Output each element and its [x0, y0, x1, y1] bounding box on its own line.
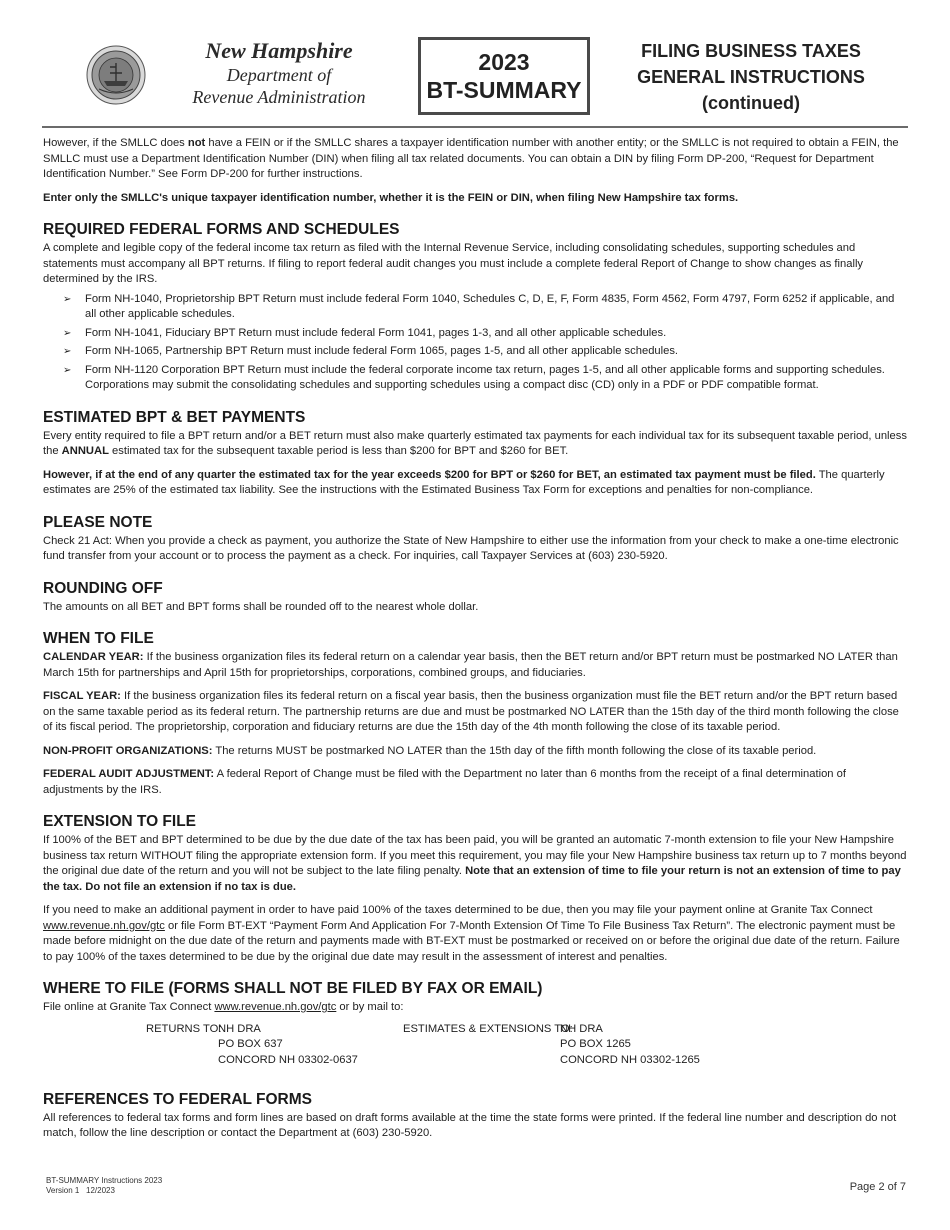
required-forms-body: A complete and legible copy of the federal income tax return as filed with the Internal Revenue Service, including consolidating schedules, supporting schedules and statements must accompany all BPT returns. If filing to report federal audit changes you must include a complete federal Report of Change to show changes as finally determined by the IRS.	[43, 242, 864, 285]
when-non-profit: NON-PROFIT ORGANIZATIONS: The returns MUST be postmarked NO LATER than the 15th day of the fifth month following the close of its taxable period.	[43, 744, 817, 757]
footer-document-info	[46, 1176, 162, 1196]
extension-paragraph-1: If 100% of the BET and BPT determined to be due by the due date of the tax has been paid, you will be granted an automatic 7-month extension to file your New Hampshire business tax return WITHOUT filing the appropriate extension form. If you meet this requirement, you may file your New Hampshire business tax return up to 7 months beyond the original due date of the return and you will not be subject to the late filing penalty. Note that an extension of time to file your return is not an extension of time to pay the tax. Do not file an extension if no tax is due.	[43, 834, 907, 893]
rounding-body: The amounts on all BET and BPT forms shall be rounded off to the nearest whole dollar.	[43, 600, 479, 613]
section-heading-where: WHERE TO FILE (FORMS SHALL NOT BE FILED BY FAX OR EMAIL)	[43, 980, 543, 997]
when-federal-audit: FEDERAL AUDIT ADJUSTMENT: A federal Report of Change must be filed with the Department no later than 6 months from the receipt of a final determination of adjustments by the IRS.	[43, 768, 846, 796]
form-year: 2023	[478, 49, 530, 75]
department-line-2: Revenue Administration	[192, 87, 366, 107]
form-code: BT-SUMMARY	[426, 77, 582, 103]
page-header	[0, 0, 950, 130]
arrow-bullet-icon: ➢	[63, 364, 72, 376]
page-content	[43, 136, 907, 1150]
title-line-2: GENERAL INSTRUCTIONS	[637, 67, 865, 87]
arrow-bullet-icon: ➢	[63, 346, 72, 357]
address-line: PO BOX 1265	[560, 1038, 631, 1050]
address-line: NH DRA	[560, 1022, 603, 1035]
section-heading-note: PLEASE NOTE	[43, 513, 153, 531]
section-heading-when: WHEN TO FILE	[43, 630, 154, 647]
list-item: ➢ Form NH-1065, Partnership BPT Return must include federal Form 1065, pages 1-5, and all other applicable schedules.	[63, 344, 907, 360]
list-item: ➢ Form NH-1120 Corporation BPT Return must include the federal corporate income tax return, pages 1-5, and all other applicable forms and supporting schedules. Corporations may submit the consolidating schedules and supporting schedules using a compact disc (CD) only in a PDF or PDF compatible format.	[63, 363, 885, 391]
intro-paragraph: However, if the SMLLC does not have a FEIN or if the SMLLC shares a taxpayer identification number with another entity; or the SMLLC is not required to obtain a FEIN, the SMLLC must use a Department Identification Number (DIN) when filing all tax related documents. You can obtain a DIN by filing Form DP-200, “Request for Department Identification Number.” See Form DP-200 for further instructions.	[43, 137, 899, 180]
page-number: Page 2 of 7	[849, 1181, 906, 1193]
section-heading-rounding: ROUNDING OFF	[43, 579, 163, 597]
address-line: CONCORD NH 03302-0637	[218, 1053, 358, 1066]
address-line: PO BOX 637	[218, 1038, 283, 1050]
required-forms-list	[63, 292, 907, 394]
list-item: ➢ Form NH-1040, Proprietorship BPT Return must include federal Form 1040, Schedules C, D, E, F, Form 4835, Form 4562, Form 4797, Form 6252 if applicable, and all other applicable schedules.	[63, 292, 895, 320]
address-line: CONCORD NH 03302-1265	[560, 1053, 700, 1066]
estimated-paragraph-1: Every entity required to file a BPT return and/or a BET return must also make quarterly estimated tax payments for each individual tax for its subsequent taxable period, unless the ANNUAL estimated tax for the subsequent taxable period is less than $200 for BPT and $260 for BET.	[43, 429, 907, 457]
title-line-1: FILING BUSINESS TAXES	[641, 41, 861, 61]
header-divider	[42, 126, 908, 128]
arrow-bullet-icon: ➢	[63, 327, 72, 339]
section-heading-references: REFERENCES TO FEDERAL FORMS	[43, 1090, 312, 1108]
footer-doc-name: BT-SUMMARY Instructions 2023	[46, 1176, 163, 1185]
returns-label: RETURNS TO:	[146, 1022, 222, 1035]
footer-version: Version 1 12/2023	[46, 1186, 115, 1195]
section-heading-estimated: ESTIMATED BPT & BET PAYMENTS	[43, 408, 306, 426]
estimates-label: ESTIMATES & EXTENSIONS TO:	[403, 1022, 573, 1035]
estimated-paragraph-2: However, if at the end of any quarter the estimated tax for the year exceeds $200 for BPT or $260 for BET, an estimated tax payment must be filed. The quarterly estimates are 25% of the estimated tax liability. See the instructions with the Estimated Business Tax Form for exceptions and penalties for non-compliance.	[43, 468, 885, 496]
note-body: Check 21 Act: When you provide a check as payment, you authorize the State of New Hampshire to either use the information from your check to make a one-time electronic fund transfer from your account or to process the payment as a check. For inquiries, call Taxpayer Services at (603) 230-5920.	[43, 534, 899, 562]
gtc-link[interactable]: www.revenue.nh.gov/gtc	[43, 919, 165, 932]
state-seal-icon	[86, 45, 146, 105]
agency-name	[168, 38, 390, 108]
references-body: All references to federal tax forms and form lines are based on draft forms available at the time the state forms were printed. If the federal line number and description do not match, follow the line description or contact the Department at (603) 230-5920.	[43, 1111, 897, 1139]
address-line: NH DRA	[218, 1022, 261, 1035]
form-id-box	[418, 37, 590, 115]
section-heading-extension: EXTENSION TO FILE	[43, 813, 197, 830]
mailing-addresses	[43, 1022, 907, 1076]
intro-note: Enter only the SMLLC's unique taxpayer identification number, whether it is the FEIN or DIN, when filing New Hampshire tax forms.	[43, 191, 739, 204]
title-line-3: (continued)	[702, 93, 800, 113]
gtc-link[interactable]: www.revenue.nh.gov/gtc	[214, 1001, 337, 1013]
when-calendar-year: CALENDAR YEAR: If the business organization files its federal return on a calendar year basis, then the BET return and/or BPT return must be postmarked NO LATER than March 15th for partnerships and April 15th for proprietorships, corporations, combined groups, and fiduciaries.	[43, 651, 898, 679]
arrow-bullet-icon: ➢	[63, 293, 72, 305]
list-item: ➢ Form NH-1041, Fiduciary BPT Return must include federal Form 1041, pages 1-3, and all other applicable schedules.	[63, 326, 907, 342]
state-name: New Hampshire	[205, 38, 353, 63]
document-title	[612, 38, 890, 116]
extension-paragraph-2: If you need to make an additional payment in order to have paid 100% of the taxes determined to be due, then you may file your payment online at Granite Tax Connect www.revenue.nh.gov/gtc or file Form BT-EXT “Payment Form And Application For 7-Month Extension Of Time To File Business Tax Return”. The electronic payment must be made before midnight on the due date of the return and payments made with BT-EXT must be postmarked or received on or before the original due date of the return. Failure to pay 100% of the taxes determined to be due by the original due date may result in the assessment of interest and penalties.	[43, 904, 900, 963]
section-heading-required-forms: REQUIRED FEDERAL FORMS AND SCHEDULES	[43, 221, 400, 238]
where-intro: File online at Granite Tax Connect www.revenue.nh.gov/gtc or by mail to:	[43, 1001, 404, 1013]
department-line-1: Department of	[226, 65, 332, 85]
when-fiscal-year: FISCAL YEAR: If the business organization files its federal return on a fiscal year basis, then the business organization must file the BET return and/or the BPT return based on the same taxable period as its federal return. The partnership returns are due and must be postmarked NO LATER than the 15th day of the third month following the close of its fiscal period. The proprietorship, corporation and fiduciary returns are due the 15th day of the 4th month following the close of its taxable period.	[43, 690, 899, 733]
